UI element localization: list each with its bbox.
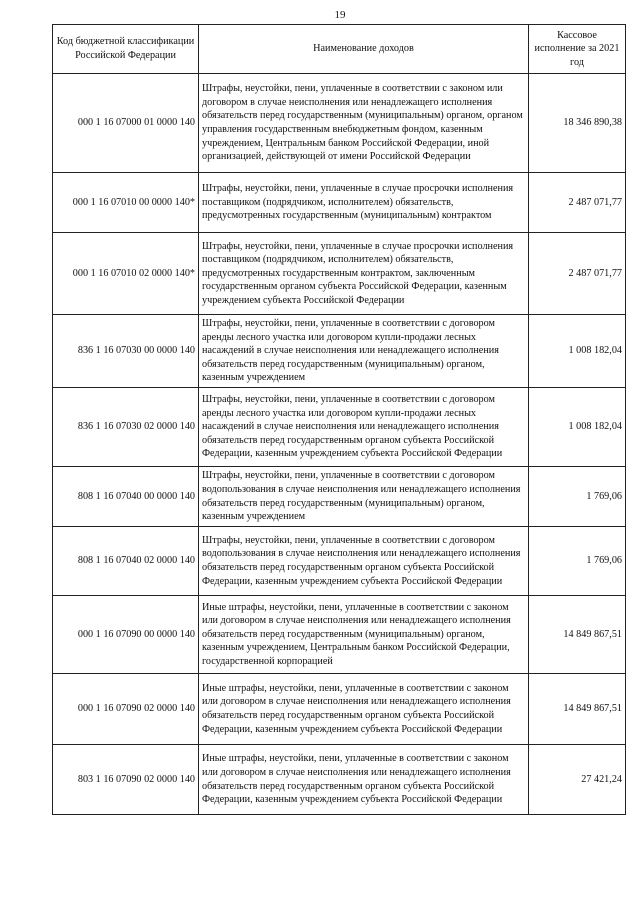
table-row <box>53 467 626 527</box>
row-name: Штрафы, неустойки, пени, уплаченные в соответствии с законом или договором в случае неисполнения или ненадлежащего исполнения обязательств перед государственным (муниципальным) органом, органом управления государственным внебюджетным фондом, казенным учреждением, Центральным банком Российской Федерации, иной организацией, действующей от имени Российской Федерации <box>199 74 529 173</box>
row-code: 000 1 16 07010 02 0000 140* <box>53 233 199 315</box>
row-amount: 1 008 182,04 <box>529 315 626 388</box>
table-row <box>53 527 626 596</box>
row-amount: 2 487 071,77 <box>529 233 626 315</box>
row-amount: 14 849 867,51 <box>529 596 626 674</box>
table-row <box>53 388 626 467</box>
row-amount: 1 769,06 <box>529 467 626 527</box>
row-code: 803 1 16 07090 02 0000 140 <box>53 745 199 815</box>
row-name: Штрафы, неустойки, пени, уплаченные в случае просрочки исполнения поставщиком (подрядчиком, исполнителем) обязательств, предусмотренных государственным контрактом, заключенным государственным органом субъекта Российской Федерации, казенным учреждением субъекта Российской Федерации <box>199 233 529 315</box>
row-code: 000 1 16 07090 00 0000 140 <box>53 596 199 674</box>
row-code: 808 1 16 07040 00 0000 140 <box>53 467 199 527</box>
row-amount: 2 487 071,77 <box>529 173 626 233</box>
header-name: Наименование доходов <box>199 25 529 74</box>
row-amount: 1 008 182,04 <box>529 388 626 467</box>
table-row <box>53 233 626 315</box>
row-amount: 14 849 867,51 <box>529 674 626 745</box>
row-name: Штрафы, неустойки, пени, уплаченные в соответствии с договором аренды лесного участка или договором купли-продажи лесных насаждений в случае неисполнения или ненадлежащего исполнения обязательств перед государственным (муниципальным) органом, казенным учреждением <box>199 315 529 388</box>
row-code: 000 1 16 07010 00 0000 140* <box>53 173 199 233</box>
row-name: Штрафы, неустойки, пени, уплаченные в соответствии с договором аренды лесного участка или договором купли-продажи лесных насаждений в случае неисполнения или ненадлежащего исполнения обязательств перед государственным органом субъекта Российской Федерации, казенным учреждением субъекта Российской Федерации <box>199 388 529 467</box>
row-name: Иные штрафы, неустойки, пени, уплаченные в соответствии с законом или договором в случае неисполнения или ненадлежащего исполнения обязательств перед государственным органом субъекта Российской Федерации, казенным учреждением субъекта Российской Федерации <box>199 674 529 745</box>
header-code: Код бюджетной классификации Российской Федерации <box>53 25 199 74</box>
row-code: 836 1 16 07030 02 0000 140 <box>53 388 199 467</box>
page-number: 19 <box>334 9 346 21</box>
table-row <box>53 674 626 745</box>
row-name: Иные штрафы, неустойки, пени, уплаченные в соответствии с законом или договором в случае неисполнения или ненадлежащего исполнения обязательств перед государственным органом субъекта Российской Федерации, казенным учреждением субъекта Российской Федерации <box>199 745 529 815</box>
row-name: Штрафы, неустойки, пени, уплаченные в соответствии с договором водопользования в случае неисполнения или ненадлежащего исполнения обязательств перед государственным органом субъекта Российской Федерации, казенным учреждением субъекта Российской Федерации <box>199 527 529 596</box>
row-code: 000 1 16 07090 02 0000 140 <box>53 674 199 745</box>
row-name: Штрафы, неустойки, пени, уплаченные в соответствии с договором водопользования в случае неисполнения или ненадлежащего исполнения обязательств перед государственным (муниципальным) органом, казенным учреждением <box>199 467 529 527</box>
row-name: Штрафы, неустойки, пени, уплаченные в случае просрочки исполнения поставщиком (подрядчиком, исполнителем) обязательств, предусмотренных государственным (муниципальным) контрактом <box>199 173 529 233</box>
row-amount: 18 346 890,38 <box>529 74 626 173</box>
table-row <box>53 745 626 815</box>
row-code: 808 1 16 07040 02 0000 140 <box>53 527 199 596</box>
table-row <box>53 596 626 674</box>
revenue-table <box>52 24 626 815</box>
table-row <box>53 315 626 388</box>
table-row <box>53 74 626 173</box>
row-code: 836 1 16 07030 00 0000 140 <box>53 315 199 388</box>
table-row <box>53 173 626 233</box>
header-amount: Кассовое исполнение за 2021 год <box>529 25 626 74</box>
row-code: 000 1 16 07000 01 0000 140 <box>53 74 199 173</box>
table-header-row <box>53 25 626 74</box>
row-amount: 27 421,24 <box>529 745 626 815</box>
row-name: Иные штрафы, неустойки, пени, уплаченные в соответствии с законом или договором в случае неисполнения или ненадлежащего исполнения обязательств перед государственным (муниципальным) органом, казенным учреждением, Центральным банком Российской Федерации, государственной корпорацией <box>199 596 529 674</box>
row-amount: 1 769,06 <box>529 527 626 596</box>
